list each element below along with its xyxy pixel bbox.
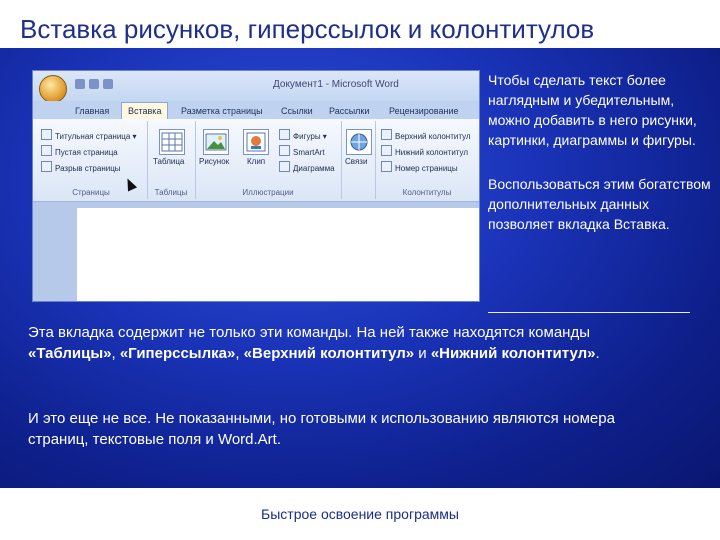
table-icon[interactable] — [159, 129, 185, 155]
group-illustrations — [195, 121, 342, 199]
links-icon[interactable] — [346, 129, 372, 155]
word-screenshot — [32, 70, 480, 302]
blank-page-icon — [41, 145, 52, 156]
group-illustrations-label: Иллюстрации — [242, 188, 294, 197]
shapes-icon — [279, 129, 290, 140]
right-paragraph-1: Чтобы сделать текст более наглядным и убедительным, можно добавить в него рисунки, картинки, диаграммы и фигуры. — [488, 72, 697, 148]
page-number-label: Номер страницы — [395, 164, 458, 173]
page-number-button[interactable] — [381, 161, 458, 173]
page-break-label: Разрыв страницы — [55, 164, 121, 173]
footer-bar — [0, 488, 720, 540]
chart-icon — [279, 161, 290, 172]
chart-button[interactable] — [279, 161, 335, 173]
quick-access-toolbar — [33, 71, 479, 101]
right-column — [488, 70, 713, 234]
p1-hyperlink: «Гиперссылка» — [119, 345, 236, 362]
tab-mailings[interactable]: Рассылки — [329, 106, 370, 116]
save-icon[interactable] — [75, 79, 85, 89]
footer-text: Быстрое освоение программы — [261, 506, 459, 522]
blank-page-button[interactable] — [41, 145, 118, 157]
group-pages-label: Страницы — [72, 188, 110, 197]
p1-and: и — [414, 345, 431, 362]
smartart-icon — [279, 145, 290, 156]
p1-header: «Верхний колонтитул» — [243, 345, 415, 362]
tab-insert[interactable]: Вставка — [121, 102, 168, 119]
header-button[interactable] — [381, 129, 471, 141]
group-headers-footers — [375, 121, 479, 199]
document-title: Документ1 - Microsoft Word — [273, 79, 399, 90]
header-icon — [381, 129, 392, 140]
body-paragraph-2: И это еще не все. Не показанными, но готовыми к использованию являются номера страниц, текстовые поля и Word.Art. — [28, 410, 615, 448]
links-label[interactable]: Связи — [345, 157, 368, 166]
clip-art-icon[interactable] — [243, 129, 269, 155]
p1-end: . — [595, 345, 600, 362]
picture-label[interactable]: Рисунок — [199, 157, 230, 166]
tab-page-layout[interactable]: Разметка страницы — [181, 106, 263, 116]
group-tables — [147, 121, 196, 199]
ribbon — [33, 119, 479, 202]
tab-review[interactable]: Рецензирование — [389, 106, 459, 116]
p1-tables: «Таблицы» — [28, 345, 112, 362]
document-page[interactable] — [77, 208, 479, 301]
group-headers-label: Колонтитулы — [402, 188, 452, 197]
cover-page-icon — [41, 129, 52, 140]
document-area — [33, 202, 479, 301]
footer-label: Нижний колонтитул — [395, 148, 469, 157]
header-label: Верхний колонтитул — [395, 132, 471, 141]
p1-footer: «Нижний колонтитул» — [430, 345, 596, 362]
footer-icon — [381, 145, 392, 156]
right-paragraph-2: Воспользоваться этим богатством дополнительных данных позволяет вкладка Вставка. — [488, 176, 711, 232]
table-label[interactable]: Таблица — [153, 157, 185, 166]
footer-button[interactable] — [381, 145, 468, 157]
picture-icon[interactable] — [203, 129, 229, 155]
p1-text: Эта вкладка содержит не только эти команды. На ней также находятся команды — [28, 324, 590, 341]
smartart-button[interactable] — [279, 145, 325, 157]
slide-title: Вставка рисунков, гиперссылок и колонтитулов — [20, 14, 595, 44]
page-break-button[interactable] — [41, 161, 121, 173]
shapes-button[interactable]: Фигуры ▾ — [279, 129, 327, 141]
smartart-label: SmartArt — [293, 148, 325, 157]
cover-page-label: Титульная страница — [55, 132, 131, 141]
ribbon-tabs — [33, 101, 479, 119]
p1-sep: , — [111, 345, 120, 362]
clip-art-label[interactable]: Клип — [247, 157, 266, 166]
undo-icon[interactable] — [89, 79, 99, 89]
tab-home[interactable]: Главная — [75, 106, 110, 116]
redo-icon[interactable] — [103, 79, 113, 89]
page-break-icon — [41, 161, 52, 172]
shapes-label: Фигуры — [293, 132, 321, 141]
divider — [488, 312, 690, 313]
body-paragraph-1 — [28, 322, 628, 364]
group-links — [341, 121, 376, 199]
office-button[interactable] — [39, 75, 67, 103]
tab-references[interactable]: Ссылки — [281, 106, 313, 116]
chart-label: Диаграмма — [293, 164, 335, 173]
p1-sep: , — [235, 345, 244, 362]
page-number-icon — [381, 161, 392, 172]
cover-page-button[interactable]: Титульная страница ▾ — [41, 129, 137, 141]
group-tables-label: Таблицы — [154, 188, 188, 197]
blank-page-label: Пустая страница — [55, 148, 118, 157]
